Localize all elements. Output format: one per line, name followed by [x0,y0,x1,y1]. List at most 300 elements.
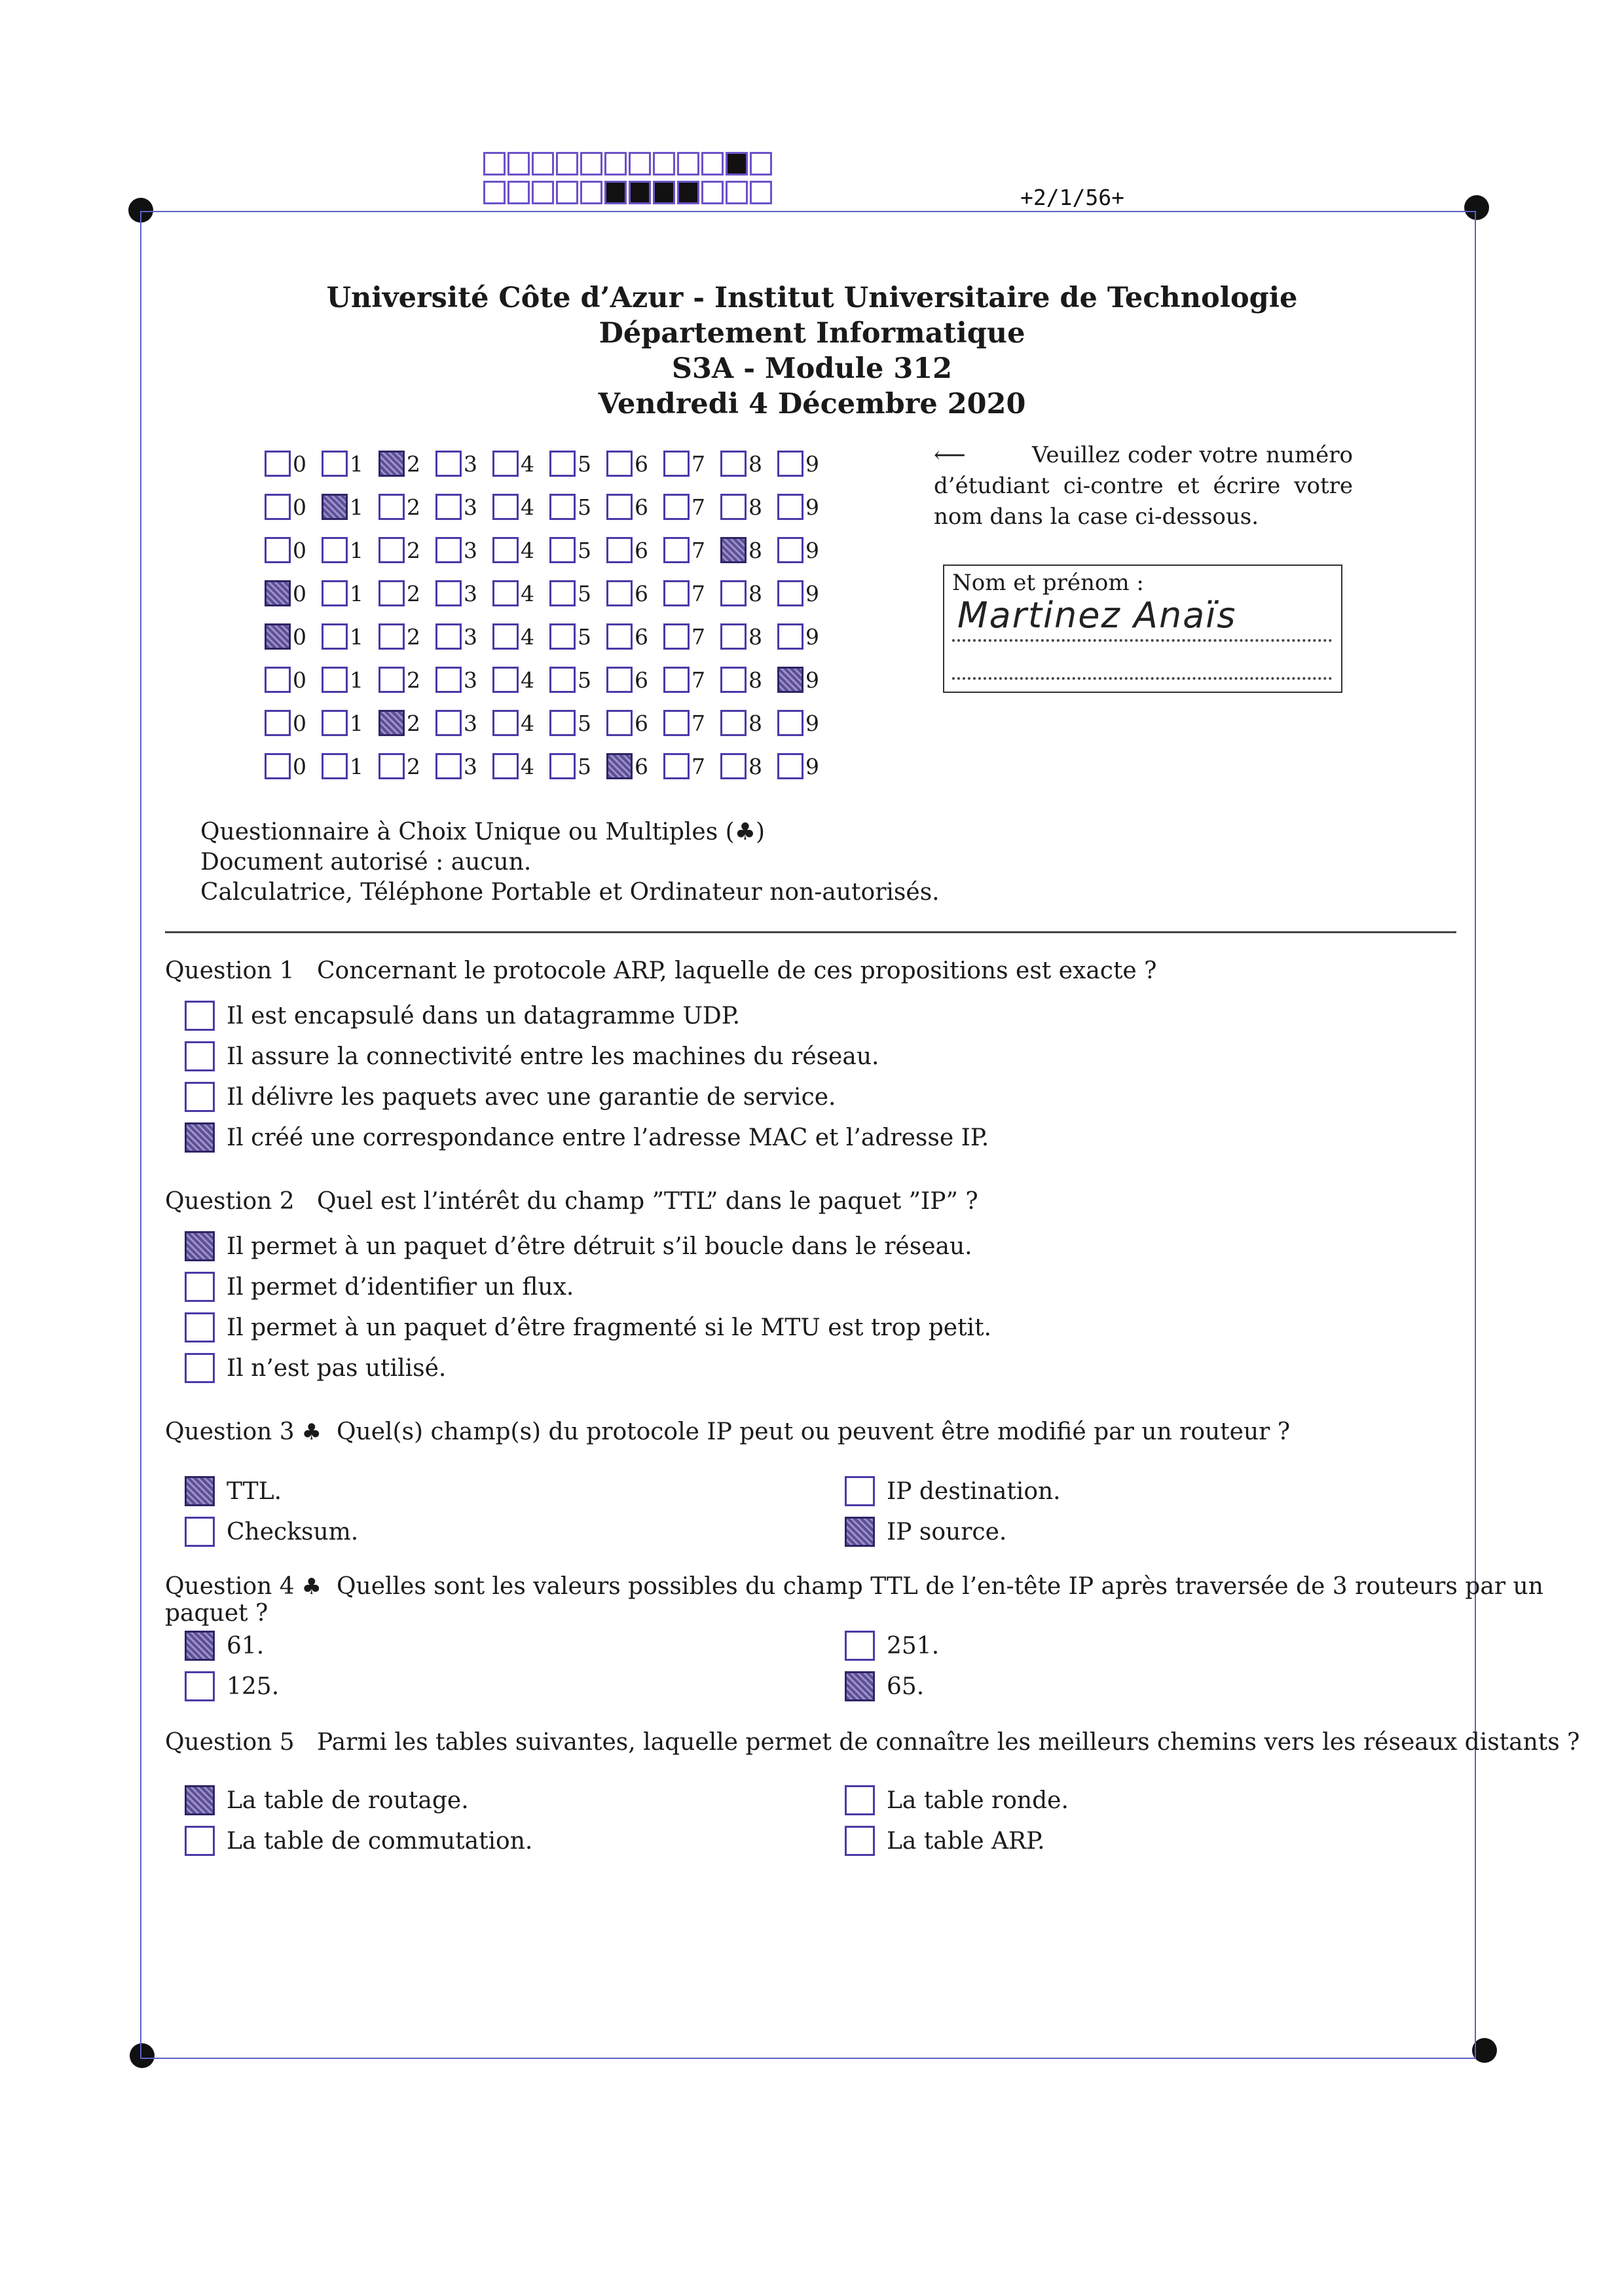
digit-checkbox[interactable] [435,667,462,693]
digit-checkbox[interactable] [435,451,462,477]
digit-option[interactable] [549,667,606,693]
digit-option[interactable] [265,580,322,606]
digit-option[interactable] [663,451,720,477]
digit-checkbox[interactable] [435,753,462,779]
answer-option[interactable] [845,1785,1069,1815]
digit-checkbox[interactable] [549,451,576,477]
digit-option[interactable] [492,451,549,477]
digit-label: 3 [464,451,477,477]
digit-option[interactable] [435,623,492,650]
digit-checkbox[interactable] [606,451,633,477]
digit-checkbox[interactable] [720,494,747,520]
digit-option[interactable] [777,623,834,650]
digit-checkbox[interactable] [606,537,633,563]
answer-checkbox[interactable] [185,1353,215,1383]
digit-label: 2 [407,494,420,520]
answer-checkbox[interactable] [185,1826,215,1856]
digit-option[interactable] [777,537,834,563]
barcode-cell [701,152,724,176]
digit-checkbox[interactable] [265,667,291,693]
digit-option[interactable] [322,494,378,520]
digit-checkbox[interactable] [378,710,405,736]
answer-checkbox[interactable] [845,1785,875,1815]
question-text: Quel(s) champ(s) du protocole IP peut ou peuvent être modifié par un routeur ? [337,1418,1291,1445]
digit-option[interactable] [720,623,777,650]
barcode-cell [507,181,530,204]
answer-label: Il n’est pas utilisé. [227,1354,447,1382]
answer-checkbox[interactable] [185,1231,215,1261]
question-number: Question 3 ♣ [165,1418,322,1445]
digit-label: 7 [692,580,705,606]
digit-label: 9 [805,494,819,520]
answer-checkbox[interactable] [185,1041,215,1071]
answer-checkbox[interactable] [185,1476,215,1506]
digit-option[interactable] [378,580,435,606]
answer-option[interactable] [185,1041,879,1071]
digit-checkbox[interactable] [720,667,747,693]
digit-option[interactable] [492,580,549,606]
digit-option[interactable] [663,667,720,693]
answer-label: 61. [227,1632,265,1659]
barcode-cell [532,181,554,204]
digit-option[interactable] [720,667,777,693]
digit-checkbox[interactable] [663,537,690,563]
digit-option[interactable] [549,710,606,736]
digit-label: 1 [350,623,363,650]
digit-checkbox[interactable] [265,753,291,779]
digit-option[interactable] [322,451,378,477]
answer-option[interactable] [845,1517,1006,1547]
digit-option[interactable] [378,753,435,779]
digit-checkbox[interactable] [265,494,291,520]
digit-checkbox[interactable] [265,710,291,736]
header-module: S3A - Module 312 [671,352,953,385]
digit-label: 1 [350,451,363,477]
digit-option[interactable] [492,753,549,779]
digit-option[interactable] [549,580,606,606]
digit-option[interactable] [663,710,720,736]
digit-label: 1 [350,710,363,736]
digit-label: 2 [407,753,420,779]
answer-option[interactable] [185,1312,991,1342]
digit-checkbox[interactable] [777,580,803,606]
answer-checkbox[interactable] [185,1272,215,1302]
digit-checkbox[interactable] [378,494,405,520]
answer-label: Il est encapsulé dans un datagramme UDP. [227,1002,741,1029]
digit-option[interactable] [549,451,606,477]
digit-label: 7 [692,537,705,563]
digit-option[interactable] [606,451,663,477]
digit-label: 6 [635,494,648,520]
digit-label: 6 [635,667,648,693]
digit-label: 4 [521,753,534,779]
digit-label: 0 [293,537,306,563]
digit-checkbox[interactable] [549,753,576,779]
answer-option[interactable] [185,1082,836,1112]
answer-checkbox[interactable] [185,1082,215,1112]
digit-option[interactable] [322,623,378,650]
digit-checkbox[interactable] [777,537,803,563]
digit-option[interactable] [606,537,663,563]
question-number: Question 1 [165,957,295,984]
answer-label: Checksum. [227,1518,359,1546]
answer-option[interactable] [845,1671,924,1701]
digit-checkbox[interactable] [777,623,803,650]
digit-label: 2 [407,710,420,736]
section-divider [165,931,1456,933]
digit-checkbox[interactable] [549,580,576,606]
answer-label: La table de commutation. [227,1827,533,1855]
barcode-cell [726,152,748,176]
digit-label: 1 [350,753,363,779]
digit-checkbox[interactable] [720,710,747,736]
digit-option[interactable] [606,667,663,693]
answer-option[interactable] [185,1826,532,1856]
digit-checkbox[interactable] [606,710,633,736]
digit-option[interactable] [720,710,777,736]
barcode-cell [653,181,675,204]
club-icon: ♣ [294,1574,322,1600]
digit-label: 4 [521,537,534,563]
digit-option[interactable] [435,494,492,520]
digit-option[interactable] [492,494,549,520]
digit-checkbox[interactable] [435,580,462,606]
left-arrow-icon: ⟵ [934,442,966,468]
digit-option[interactable] [720,753,777,779]
intro-mode: Questionnaire à Choix Unique ou Multiples (♣) [200,819,766,845]
digit-option[interactable] [549,753,606,779]
question-text: Concernant le protocole ARP, laquelle de ces propositions est exacte ? [317,957,1157,984]
answer-label: Il assure la connectivité entre les machines du réseau. [227,1043,879,1070]
digit-checkbox[interactable] [435,537,462,563]
student-number-instructions [934,440,1353,532]
digit-checkbox[interactable] [549,623,576,650]
name-box[interactable] [943,565,1342,693]
digit-checkbox[interactable] [378,667,405,693]
digit-checkbox[interactable] [378,580,405,606]
digit-label: 4 [521,623,534,650]
digit-checkbox[interactable] [322,451,348,477]
answer-checkbox[interactable] [845,1671,875,1701]
answer-checkbox[interactable] [845,1517,875,1547]
answer-label: 125. [227,1673,280,1700]
digit-checkbox[interactable] [435,623,462,650]
student-number-row [265,537,834,563]
digit-checkbox[interactable] [777,494,803,520]
digit-checkbox[interactable] [777,451,803,477]
digit-label: 1 [350,537,363,563]
digit-checkbox[interactable] [322,623,348,650]
digit-option[interactable] [606,494,663,520]
digit-checkbox[interactable] [606,494,633,520]
digit-label: 8 [748,623,762,650]
answer-checkbox[interactable] [845,1631,875,1661]
digit-label: 9 [805,623,819,650]
digit-checkbox[interactable] [265,580,291,606]
digit-option[interactable] [265,494,322,520]
digit-option[interactable] [720,537,777,563]
answer-checkbox[interactable] [185,1671,215,1701]
barcode-cell [483,181,506,204]
digit-option[interactable] [663,623,720,650]
digit-option[interactable] [435,537,492,563]
digit-checkbox[interactable] [606,753,633,779]
student-number-row [265,451,834,477]
answer-label: IP destination. [887,1477,1061,1505]
digit-checkbox[interactable] [777,753,803,779]
barcode-row-1 [483,152,774,176]
digit-checkbox[interactable] [549,537,576,563]
answer-label: La table de routage. [227,1787,469,1814]
digit-checkbox[interactable] [720,537,747,563]
digit-label: 3 [464,710,477,736]
digit-label: 3 [464,537,477,563]
digit-label: 6 [635,710,648,736]
answer-checkbox[interactable] [185,1631,215,1661]
digit-checkbox[interactable] [378,451,405,477]
digit-checkbox[interactable] [435,710,462,736]
answer-option[interactable] [845,1476,1061,1506]
digit-option[interactable] [549,494,606,520]
digit-label: 8 [748,537,762,563]
answer-label: IP source. [887,1518,1007,1546]
barcode-cell [507,152,530,176]
digit-label: 8 [748,494,762,520]
digit-checkbox[interactable] [435,494,462,520]
answer-label: La table ARP. [887,1827,1045,1855]
digit-option[interactable] [435,451,492,477]
digit-option[interactable] [265,623,322,650]
digit-label: 0 [293,667,306,693]
digit-option[interactable] [663,537,720,563]
digit-checkbox[interactable] [322,667,348,693]
digit-option[interactable] [777,451,834,477]
digit-checkbox[interactable] [378,753,405,779]
digit-label: 6 [635,580,648,606]
answer-option[interactable] [185,1785,469,1815]
digit-option[interactable] [435,753,492,779]
digit-option[interactable] [606,753,663,779]
digit-option[interactable] [777,667,834,693]
digit-checkbox[interactable] [492,710,519,736]
digit-label: 9 [805,580,819,606]
digit-option[interactable] [265,451,322,477]
digit-option[interactable] [322,537,378,563]
digit-option[interactable] [606,580,663,606]
digit-label: 7 [692,753,705,779]
digit-label: 5 [578,710,591,736]
digit-label: 0 [293,494,306,520]
digit-checkbox[interactable] [606,580,633,606]
digit-option[interactable] [322,753,378,779]
digit-checkbox[interactable] [322,710,348,736]
digit-label: 4 [521,494,534,520]
question-text: Parmi les tables suivantes, laquelle permet de connaître les meilleurs chemins vers les réseaux distants ? [317,1729,1580,1756]
answer-option[interactable] [185,1671,279,1701]
digit-option[interactable] [378,710,435,736]
answer-checkbox[interactable] [845,1826,875,1856]
barcode-cell [604,181,627,204]
digit-checkbox[interactable] [663,623,690,650]
digit-option[interactable] [777,710,834,736]
digit-option[interactable] [322,667,378,693]
digit-option[interactable] [606,710,663,736]
digit-checkbox[interactable] [492,667,519,693]
digit-option[interactable] [492,710,549,736]
question-heading [165,1418,1290,1445]
digit-checkbox[interactable] [720,580,747,606]
digit-checkbox[interactable] [322,580,348,606]
digit-option[interactable] [322,580,378,606]
barcode-cell [726,181,748,204]
digit-option[interactable] [265,667,322,693]
digit-option[interactable] [435,667,492,693]
digit-option[interactable] [265,710,322,736]
digit-option[interactable] [606,623,663,650]
digit-option[interactable] [378,623,435,650]
digit-label: 7 [692,494,705,520]
barcode-cell [604,152,627,176]
header-department: Département Informatique [599,317,1025,350]
digit-checkbox[interactable] [378,537,405,563]
answer-checkbox[interactable] [185,1785,215,1815]
digit-option[interactable] [265,753,322,779]
digit-checkbox[interactable] [265,537,291,563]
answer-checkbox[interactable] [845,1476,875,1506]
answer-option[interactable] [185,1001,740,1031]
digit-option[interactable] [265,537,322,563]
digit-option[interactable] [435,710,492,736]
digit-option[interactable] [663,494,720,520]
answer-option[interactable] [185,1353,446,1383]
club-icon: ♣ [294,1419,322,1445]
digit-option[interactable] [322,710,378,736]
digit-label: 2 [407,580,420,606]
digit-checkbox[interactable] [492,753,519,779]
barcode-cell [580,152,602,176]
digit-checkbox[interactable] [663,710,690,736]
digit-checkbox[interactable] [777,710,803,736]
digit-checkbox[interactable] [492,494,519,520]
digit-option[interactable] [777,580,834,606]
digit-label: 4 [521,580,534,606]
digit-option[interactable] [378,451,435,477]
digit-label: 6 [635,537,648,563]
digit-option[interactable] [720,494,777,520]
digit-option[interactable] [777,753,834,779]
digit-option[interactable] [492,537,549,563]
digit-label: 9 [805,537,819,563]
answer-option[interactable] [845,1631,939,1661]
question-heading [165,1573,1624,1627]
exam-intro [200,817,940,908]
answer-label: La table ronde. [887,1787,1069,1814]
digit-checkbox[interactable] [492,537,519,563]
digit-checkbox[interactable] [720,753,747,779]
digit-checkbox[interactable] [265,623,291,650]
answer-checkbox[interactable] [185,1122,215,1153]
answer-label: Il permet à un paquet d’être fragmenté si le MTU est trop petit. [227,1314,991,1341]
digit-checkbox[interactable] [549,494,576,520]
digit-checkbox[interactable] [606,667,633,693]
answer-option[interactable] [185,1631,264,1661]
digit-option[interactable] [378,537,435,563]
answer-checkbox[interactable] [185,1312,215,1342]
digit-checkbox[interactable] [322,537,348,563]
question-number: Question 2 [165,1188,295,1215]
digit-checkbox[interactable] [663,451,690,477]
digit-checkbox[interactable] [378,623,405,650]
intro-documents: Document autorisé : aucun. [200,849,532,876]
student-number-row [265,710,834,736]
digit-option[interactable] [720,451,777,477]
digit-label: 0 [293,580,306,606]
digit-checkbox[interactable] [492,623,519,650]
digit-checkbox[interactable] [720,451,747,477]
answer-option[interactable] [185,1476,282,1506]
digit-option[interactable] [663,580,720,606]
digit-checkbox[interactable] [663,494,690,520]
barcode-row-2 [483,181,774,204]
digit-option[interactable] [435,580,492,606]
digit-option[interactable] [378,667,435,693]
digit-checkbox[interactable] [492,451,519,477]
digit-checkbox[interactable] [720,623,747,650]
barcode-cell [483,152,506,176]
digit-label: 3 [464,494,477,520]
answer-checkbox[interactable] [185,1001,215,1031]
digit-option[interactable] [720,580,777,606]
digit-option[interactable] [549,537,606,563]
digit-option[interactable] [663,753,720,779]
digit-checkbox[interactable] [322,494,348,520]
digit-checkbox[interactable] [265,451,291,477]
digit-label: 5 [578,537,591,563]
question-number: Question 5 [165,1729,295,1756]
digit-checkbox[interactable] [549,710,576,736]
name-dotted-line [952,639,1332,642]
digit-label: 7 [692,667,705,693]
digit-checkbox[interactable] [606,623,633,650]
digit-option[interactable] [492,623,549,650]
student-number-row [265,753,834,779]
digit-option[interactable] [378,494,435,520]
digit-option[interactable] [777,494,834,520]
answer-option[interactable] [185,1272,574,1302]
digit-checkbox[interactable] [549,667,576,693]
digit-label: 2 [407,623,420,650]
header-university: Université Côte d’Azur - Institut Universitaire de Technologie [326,282,1298,314]
digit-checkbox[interactable] [663,667,690,693]
answer-option[interactable] [845,1826,1045,1856]
answer-checkbox[interactable] [185,1517,215,1547]
barcode-cell [701,181,724,204]
digit-checkbox[interactable] [777,667,803,693]
answer-option[interactable] [185,1122,989,1153]
digit-option[interactable] [549,623,606,650]
digit-checkbox[interactable] [322,753,348,779]
digit-label: 2 [407,667,420,693]
digit-checkbox[interactable] [492,580,519,606]
answer-option[interactable] [185,1231,972,1261]
digit-label: 5 [578,494,591,520]
question-number: Question 4 ♣ [165,1573,322,1600]
digit-checkbox[interactable] [663,580,690,606]
digit-option[interactable] [492,667,549,693]
digit-label: 9 [805,710,819,736]
answer-option[interactable] [185,1517,358,1547]
digit-checkbox[interactable] [663,753,690,779]
